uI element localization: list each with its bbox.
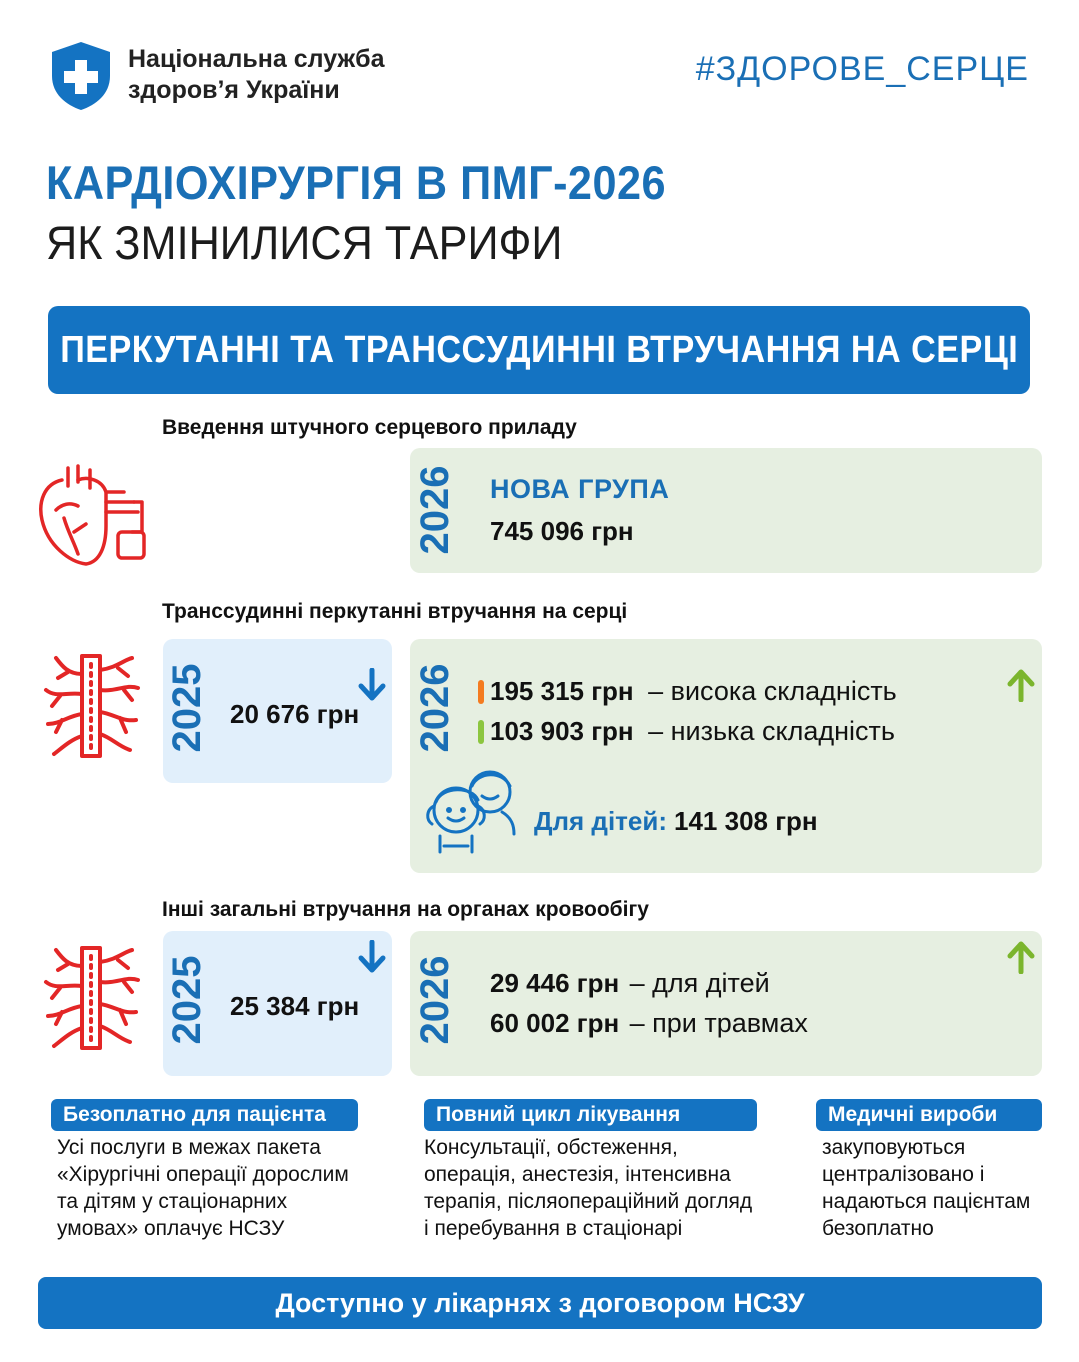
tariff-desc-trauma: – при травмах (629, 1008, 808, 1038)
year-2026-other: 2026 (413, 955, 457, 1045)
year-2025-transvascular: 2025 (165, 663, 209, 753)
children-icon (422, 766, 522, 856)
page-title: КАРДІОХІРУРГІЯ В ПМГ-2026 (46, 156, 666, 209)
section-banner (48, 306, 1030, 394)
year-2026-transvascular: 2026 (413, 663, 457, 753)
tariff-row-high (478, 676, 897, 707)
tariff-row-children (490, 968, 770, 999)
info-tag-free: Безоплатно для пацієнта (51, 1099, 358, 1131)
tariff-desc-children: – для дітей (629, 968, 770, 998)
card-2026-device (410, 448, 1042, 573)
section-label-artificial-device: Введення штучного серцевого приладу (162, 416, 577, 439)
footer-text: Доступно у лікарнях з договором НСЗУ (275, 1287, 805, 1318)
info-text-devices: закуповуються централізовано і надаються пацієнтам безоплатно (822, 1136, 1031, 1240)
year-2026-device: 2026 (413, 465, 457, 555)
tariff-price-high: 195 315 грн (490, 676, 634, 706)
org-name (128, 44, 384, 106)
arrow-up-icon (1006, 668, 1036, 702)
info-text-free: Усі послуги в межах пакета «Хірургічні операції дорослим та дітям у стаціонарних умовах» оплачує НСЗУ (57, 1136, 349, 1240)
page-subtitle: ЯК ЗМІНИЛИСЯ ТАРИФИ (46, 216, 563, 269)
section-banner-text: ПЕРКУТАННІ ТА ТРАНССУДИННІ ВТРУЧАННЯ НА СЕРЦІ (60, 328, 1018, 371)
new-group-label: НОВА ГРУПА (490, 474, 670, 504)
arrow-down-icon (357, 668, 387, 702)
tariff-row-low (478, 716, 895, 747)
info-tag-full-cycle: Повний цикл лікування (424, 1099, 757, 1131)
tariff-price-low: 103 903 грн (490, 716, 634, 746)
tariff-price-trauma: 60 002 грн (490, 1008, 620, 1038)
section-label-other-circulatory: Інші загальні втручання на органах кровообігу (162, 898, 649, 921)
vessel-icon (38, 946, 144, 1050)
card-2026-other (410, 931, 1042, 1076)
section-label-transvascular: Транссудинні перкутанні втручання на серці (162, 600, 628, 623)
vessel-icon (38, 654, 144, 758)
nszu-logo-icon (50, 40, 112, 112)
new-group-price: 745 096 грн (490, 516, 634, 546)
heart-device-icon (34, 462, 148, 570)
org-name-line2: здоров’я України (128, 76, 340, 104)
footer-banner (38, 1277, 1042, 1329)
tariff-price-children: 29 446 грн (490, 968, 620, 998)
hashtag: #ЗДОРОВЕ_СЕРЦЕ (695, 50, 1029, 88)
tariff-desc-high: – висока складність (648, 676, 897, 706)
info-tag-devices: Медичні вироби (816, 1099, 1042, 1131)
arrow-down-icon (357, 940, 387, 974)
price-2025-other: 25 384 грн (230, 991, 360, 1021)
org-name-line1: Національна служба (128, 45, 385, 73)
kids-label: Для дітей: (534, 806, 667, 836)
year-2025-other: 2025 (165, 955, 209, 1045)
info-text-full-cycle: Консультації, обстеження, операція, анестезія, інтенсивна терапія, післяопераційний догляд і перебування в стаціонарі (424, 1136, 753, 1240)
orange-marker-icon (478, 680, 484, 704)
tariff-row-trauma (490, 1008, 808, 1039)
tariff-desc-low: – низька складність (648, 716, 895, 746)
arrow-up-icon (1006, 940, 1036, 974)
price-2025-transvascular: 20 676 грн (230, 699, 360, 729)
green-marker-icon (478, 720, 484, 744)
kids-price: 141 308 грн (674, 806, 818, 836)
